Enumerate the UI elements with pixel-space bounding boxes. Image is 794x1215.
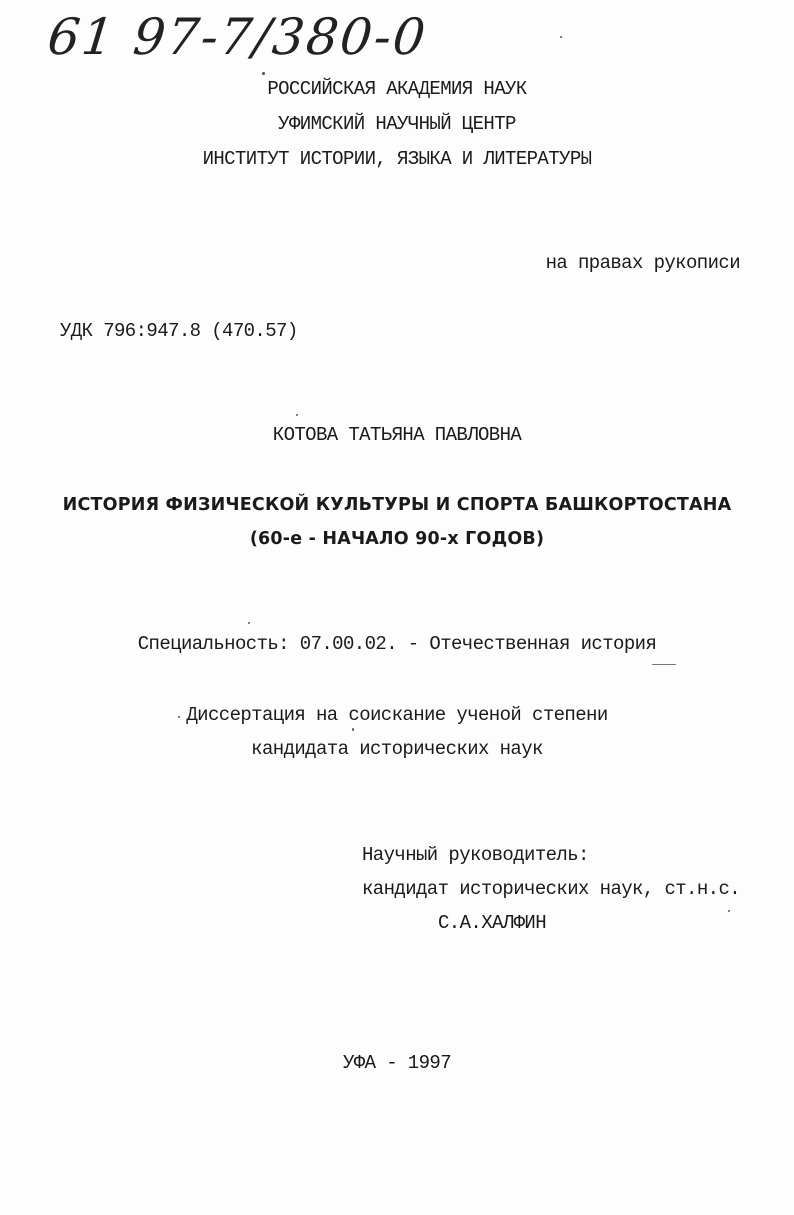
institute-heading: ИНСТИТУТ ИСТОРИИ, ЯЗЫКА И ЛИТЕРАТУРЫ [202,148,592,170]
specialty-line: Специальность: 07.00.02. - Отечественная история [137,633,657,655]
scan-mark [652,664,676,665]
supervisor-degree: кандидат исторических наук, ст.н.с. [362,878,741,900]
dissertation-title-line-2: (60-е - НАЧАЛО 90-х ГОДОВ) [249,529,545,549]
udc-code: УДК 796:947.8 (470.57) [60,320,298,342]
handwritten-archive-code: 61 97-7/380-0 [44,8,430,66]
supervisor-label: Научный руководитель: [362,844,589,866]
scan-speck [262,72,265,75]
scan-speck [178,716,180,718]
scientific-center-heading: УФИМСКИЙ НАУЧНЫЙ ЦЕНТР [278,113,516,135]
degree-sought-line-2: кандидата исторических наук [251,738,543,760]
scan-speck [728,910,730,912]
dissertation-title-line-1: ИСТОРИЯ ФИЗИЧЕСКОЙ КУЛЬТУРЫ И СПОРТА БАШКОРТОСТАНА [62,495,732,515]
degree-sought-line-1: Диссертация на соискание ученой степени [186,704,608,726]
academy-heading: РОССИЙСКАЯ АКАДЕМИЯ НАУК [267,78,527,100]
city-and-year: УФА - 1997 [342,1052,452,1074]
scan-speck [248,622,250,624]
author-name: КОТОВА ТАТЬЯНА ПАВЛОВНА [272,424,522,446]
scan-speck [352,728,354,731]
scan-speck [296,414,298,416]
scan-speck [560,36,562,38]
manuscript-note: на правах рукописи [545,252,740,274]
supervisor-name: С.А.ХАЛФИН [438,912,547,934]
